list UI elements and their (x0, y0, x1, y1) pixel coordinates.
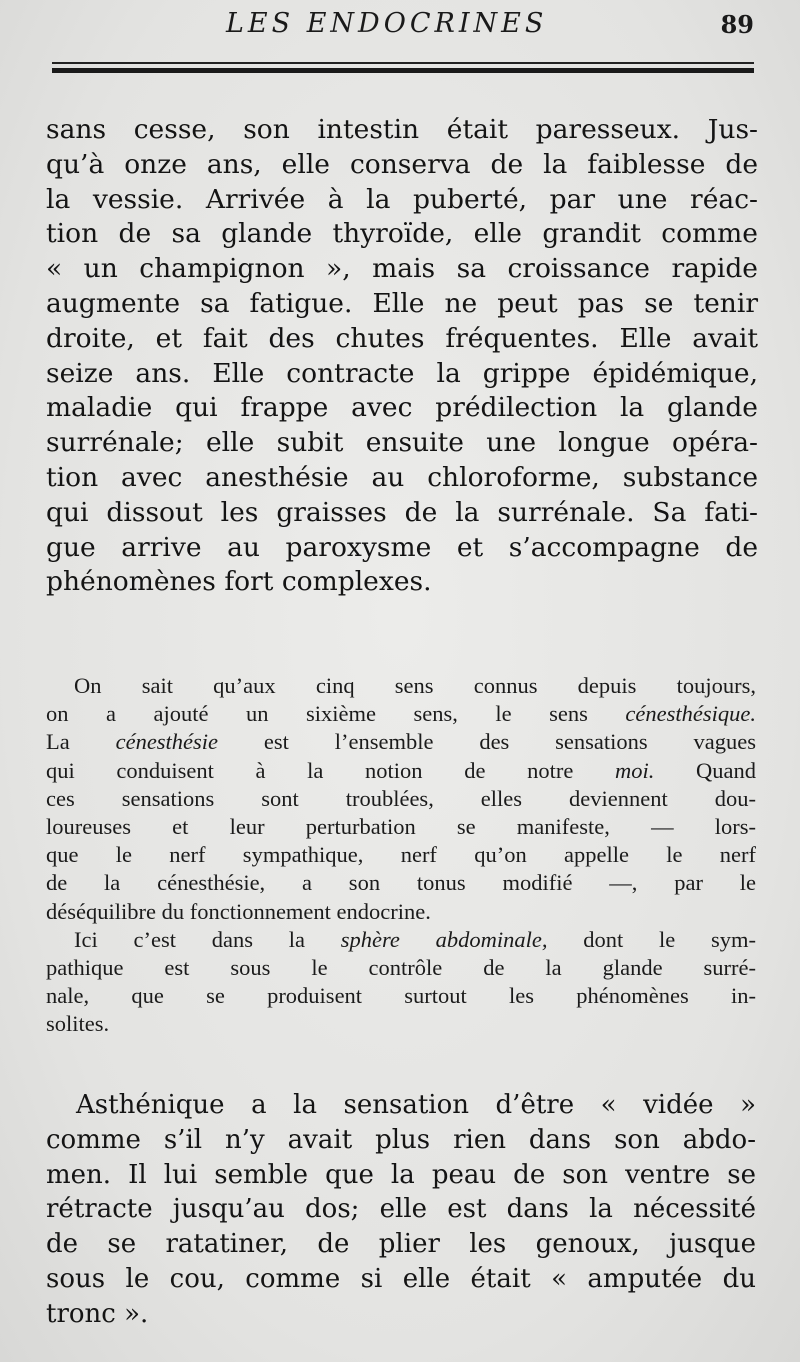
paragraph-3 (46, 1088, 756, 1332)
text-run: Quand (654, 757, 756, 783)
text-line: la vessie. Arrivée à la puberté, par une réac- (46, 183, 758, 215)
text-line: phénomènes fort complexes. (46, 566, 432, 598)
text-line: qui dissout les graisses de la surrénale. Sa fati- (46, 496, 758, 528)
text-line (46, 700, 756, 728)
text-line (46, 728, 756, 756)
text-line: Asthénique a la sensation d’être « vidée » (76, 1090, 756, 1120)
text-line: men. Il lui semble que la peau de son ventre se (46, 1159, 756, 1190)
text-run: est l’ensemble des sensations vagues (218, 729, 757, 755)
text-line (46, 757, 756, 785)
text-line: tion de sa glande thyroïde, elle grandit comme (46, 218, 758, 250)
text-line (46, 926, 756, 954)
italic-term: sphère abdominale, (340, 926, 548, 952)
text-line: comme s’il n’y avait plus rien dans son abdo- (46, 1124, 756, 1155)
text-line: nale, que se produisent surtout les phénomènes in- (46, 983, 756, 1009)
text-run: La (46, 729, 116, 755)
header-rule-thick (52, 68, 754, 73)
text-line: déséquilibre du fonctionnement endocrine. (46, 898, 431, 924)
text-line: ces sensations sont troublées, elles deviennent dou- (46, 785, 756, 811)
italic-term: cénesthésique. (625, 701, 756, 727)
page-number: 89 (720, 10, 754, 39)
running-title: LES ENDOCRINES (226, 8, 548, 39)
text-line: sous le cou, comme si elle était « amputée du (46, 1263, 756, 1294)
text-line: de se ratatiner, de plier les genoux, jusque (46, 1229, 756, 1260)
page-header (0, 4, 800, 48)
text-line: gue arrive au paroxysme et s’accompagne de (46, 531, 758, 563)
text-run: qui conduisent à la notion de notre (46, 757, 615, 783)
text-line: On sait qu’aux cinq sens connus depuis toujours, (74, 673, 756, 698)
text-line: maladie qui frappe avec prédilection la glande (46, 392, 758, 424)
text-line: pathique est sous le contrôle de la glande surré- (46, 955, 756, 981)
text-line: surrénale; elle subit ensuite une longue opéra- (46, 427, 758, 459)
text-line: sans cesse, son intestin était paresseux. Jus- (46, 114, 758, 145)
header-rule-thin (52, 62, 754, 64)
text-line: « un champignon », mais sa croissance rapide (46, 253, 758, 285)
text-line: rétracte jusqu’au dos; elle est dans la nécessité (46, 1194, 756, 1225)
paragraph-2 (46, 672, 756, 1039)
text-line: loureuses et leur perturbation se manifeste, — lors- (46, 814, 756, 840)
text-line: tion avec anesthésie au chloroforme, substance (46, 461, 758, 493)
text-run: dont le sym- (547, 926, 757, 952)
text-line: solites. (46, 1011, 110, 1037)
italic-term: moi. (614, 757, 655, 783)
text-line: droite, et fait des chutes fréquentes. Elle avait (46, 322, 758, 354)
text-line: seize ans. Elle contracte la grippe épidémique, (46, 357, 758, 389)
text-line: augmente sa fatigue. Elle ne peut pas se tenir (46, 287, 758, 319)
text-run: on a ajouté un sixième sens, le sens (46, 701, 626, 727)
text-line: tronc ». (46, 1298, 149, 1329)
text-run: Ici c’est dans la (74, 926, 341, 952)
italic-term: cénesthésie (115, 729, 219, 755)
text-line: que le nerf sympathique, nerf qu’on appelle le nerf (46, 842, 756, 868)
text-line: qu’à onze ans, elle conserva de la faiblesse de (46, 148, 758, 180)
paragraph-1 (46, 113, 758, 600)
text-line: de la cénesthésie, a son tonus modifié —, par le (46, 870, 756, 896)
